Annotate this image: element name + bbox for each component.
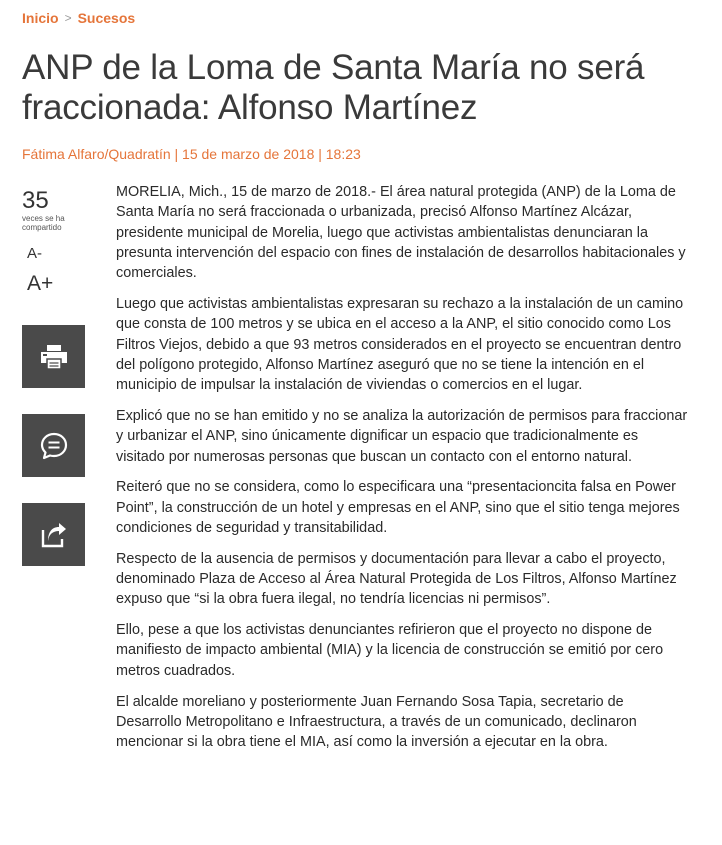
article-body (116, 182, 688, 763)
breadcrumb (22, 10, 135, 26)
share-count-label: veces se ha compartido (22, 214, 65, 232)
article-paragraph: Ello, pese a que los activistas denunciantes refirieron que el proyecto no dispone de manifiesto de impacto ambiental (MIA) y la licencia de construcción se emitió por cero metros cuadrados. (116, 622, 664, 679)
comment-icon (39, 431, 69, 461)
article-paragraph: Reiteró que no se considera, como lo especificara una “presentacioncita falsa en Power Point”, la construcción de un hotel y empresas en el ANP, sino que el sitio tenga mejores condiciones de seguridad y transitabilidad. (116, 479, 680, 536)
font-increase-button[interactable]: A+ (27, 272, 54, 295)
breadcrumb-section-link[interactable]: Sucesos (77, 10, 136, 26)
share-button[interactable] (22, 503, 85, 566)
print-icon (40, 344, 68, 370)
comment-button[interactable] (22, 414, 85, 477)
article-paragraph: Respecto de la ausencia de permisos y documentación para llevar a cabo el proyecto, denominado Plaza de Acceso al Área Natural Protegida de Los Filtros, Alfonso Martínez expuso que “si la obra fuera ilegal, no tendría licencias ni permisos”. (116, 550, 677, 608)
breadcrumb-separator: > (64, 11, 72, 25)
print-button[interactable] (22, 325, 85, 388)
article-paragraph: MORELIA, Mich., 15 de marzo de 2018.- El área natural protegida (ANP) de la Loma de Santa María no será fraccionada o urbanizada, precisó Alfonso Martínez Alcázar, presidente municipal de Morelia, luego que activistas ambientalistas denunciaran la presunta intervención del espacio con fines de instalación de desarrollos habitacionales y comerciales. (116, 184, 686, 282)
share-count-number: 35 (22, 187, 49, 214)
article-paragraph: Luego que activistas ambientalistas expresaran su rechazo a la instalación de un camino que consta de 100 metros y se ubica en el acceso a la ANP, el sitio conocido como Los Filtros Viejos, debido a que 93 metros considerados en el proyecto se encuentran dentro del polígono protegido, Alfonso Martínez aseguró que no se tiene la intención en el municipio de impulsar la instalación de viviendas o comercios en el lugar. (116, 295, 684, 394)
article-title: ANP de la Loma de Santa María no será fraccionada: Alfonso Martínez (22, 48, 645, 127)
share-icon (40, 522, 68, 548)
share-count (22, 188, 92, 232)
breadcrumb-home-link[interactable]: Inicio (22, 10, 59, 26)
article-paragraph: El alcalde moreliano y posteriormente Juan Fernando Sosa Tapia, secretario de Desarrollo Metropolitano e Infraestructura, a través de un comunicado, declinaron mencionar si la obra tiene el MIA, así como la inversión a ejecutar en la obra. (116, 693, 637, 751)
article-byline: Fátima Alfaro/Quadratín | 15 de marzo de 2018 | 18:23 (22, 146, 361, 162)
font-decrease-button[interactable]: A- (27, 245, 42, 262)
article-paragraph: Explicó que no se han emitido y no se analiza la autorización de permisos para fraccionar y urbanizar el ANP, sino únicamente dignificar un espacio que tradicionalmente es visitado por numerosas personas que buscan un contacto con el entorno natural. (116, 407, 688, 465)
